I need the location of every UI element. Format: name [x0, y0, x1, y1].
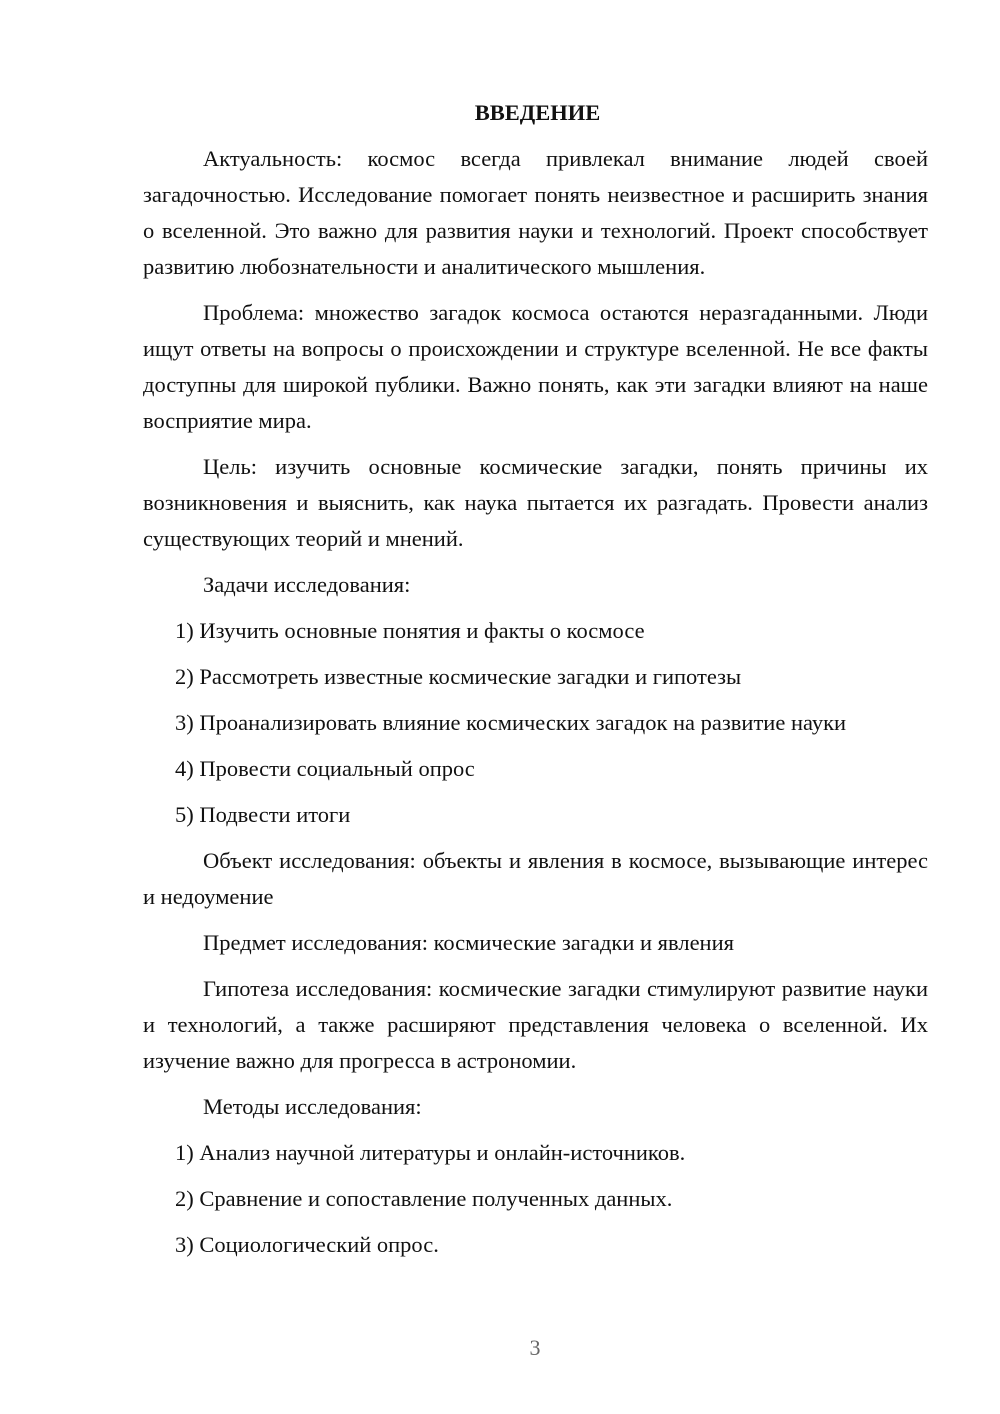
page-title: ВВЕДЕНИЕ — [474, 100, 601, 125]
list-item: 1) Анализ научной литературы и онлайн-источников. — [175, 1140, 686, 1165]
list-item: 1) Изучить основные понятия и факты о космосе — [175, 618, 645, 643]
list-item: 3) Социологический опрос. — [175, 1232, 439, 1257]
list-item: 2) Рассмотреть известные космические загадки и гипотезы — [175, 664, 742, 689]
page-number: 3 — [529, 1335, 541, 1360]
list-item: 3) Проанализировать влияние космических загадок на развитие науки — [175, 710, 847, 735]
subject-paragraph: Предмет исследования: космические загадки и явления — [203, 930, 734, 955]
methods-list — [143, 1135, 928, 1263]
tasks-list — [143, 613, 928, 833]
methods-title: Методы исследования: — [203, 1094, 422, 1119]
tasks-title: Задачи исследования: — [203, 572, 411, 597]
list-item: 4) Провести социальный опрос — [175, 756, 475, 781]
list-item: 5) Подвести итоги — [175, 802, 351, 827]
object-paragraph: Объект исследования: объекты и явления в космосе, вызывающие интерес и недоумение — [143, 848, 928, 909]
hypothesis-paragraph: Гипотеза исследования: космические загадки стимулируют развитие науки и технологий, а также расширяют представления человека о вселенной. Их изучение важно для прогресса в астрономии. — [143, 976, 928, 1073]
problem-paragraph: Проблема: множество загадок космоса остаются неразгаданными. Люди ищут ответы на вопросы о происхождении и структуре вселенной. Не все факты доступны для широкой публики. Важно понять, как эти загадки влияют на наше восприятие мира. — [143, 300, 928, 433]
list-item: 2) Сравнение и сопоставление полученных данных. — [175, 1186, 673, 1211]
goal-paragraph: Цель: изучить основные космические загадки, понять причины их возникновения и выяснить, как наука пытается их разгадать. Провести анализ существующих теорий и мнений. — [143, 454, 928, 551]
relevance-paragraph: Актуальность: космос всегда привлекал внимание людей своей загадочностью. Исследование помогает понять неизвестное и расширить знания о вселенной. Это важно для развития науки и технологий. Проект способствует развитию любознательности и аналитического мышления. — [143, 146, 928, 279]
